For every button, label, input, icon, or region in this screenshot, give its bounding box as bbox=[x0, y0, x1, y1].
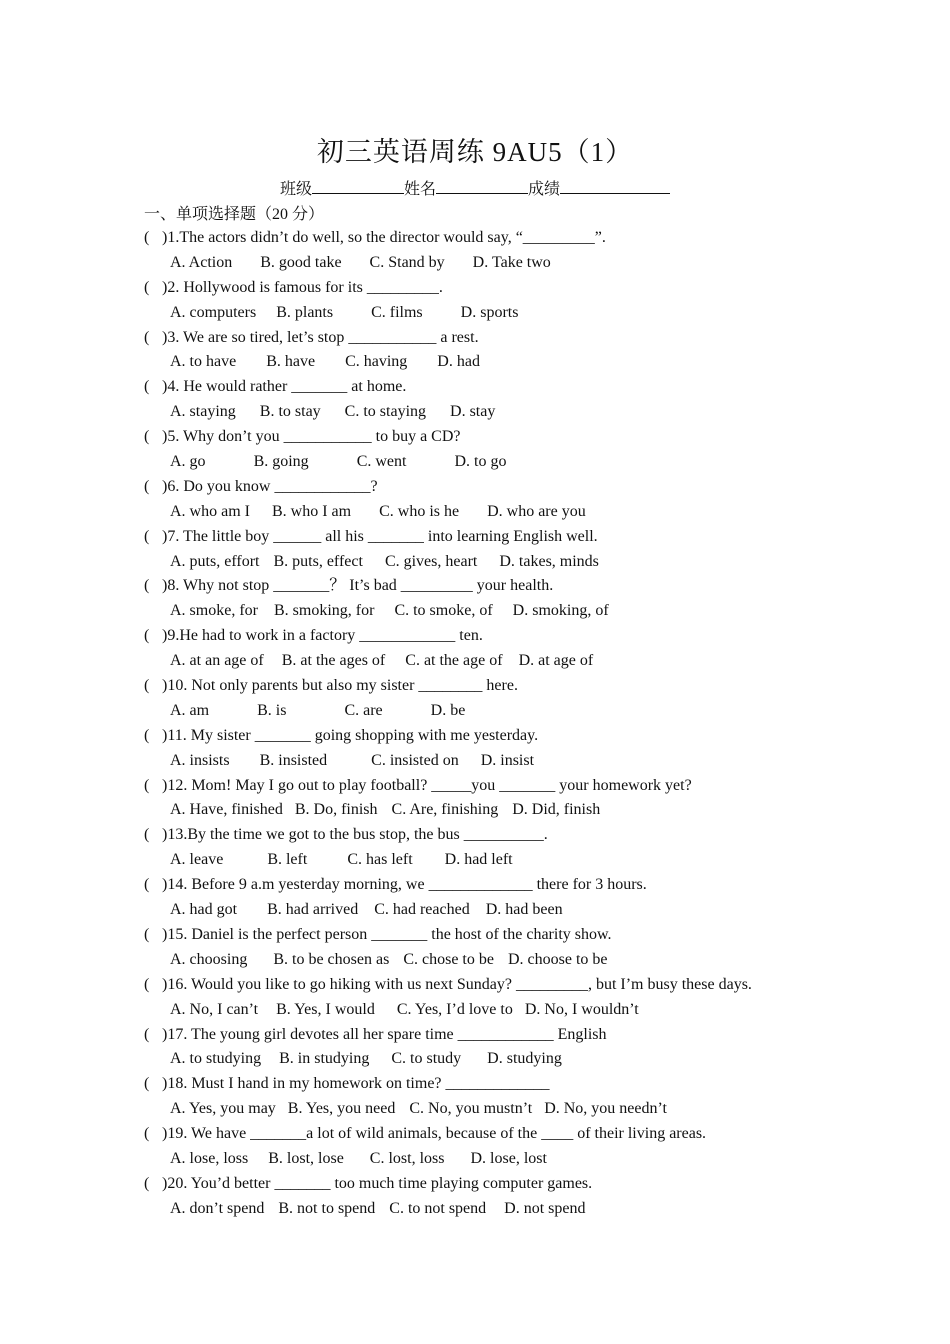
option-a: A. computers bbox=[170, 303, 257, 321]
question-18 bbox=[144, 1072, 844, 1097]
option-d: D. studying bbox=[487, 1050, 562, 1068]
options-row bbox=[144, 550, 844, 575]
option-c: C. insisted on bbox=[371, 751, 459, 769]
question-20 bbox=[144, 1172, 844, 1197]
option-a: A. at an age of bbox=[170, 652, 264, 670]
option-c: C. went bbox=[356, 453, 407, 471]
class-label: 班级 bbox=[279, 181, 312, 198]
option-b: B. smoking, for bbox=[273, 602, 375, 620]
answer-paren[interactable]: ( bbox=[144, 229, 150, 246]
answer-paren[interactable]: ( bbox=[144, 328, 150, 346]
option-b: B. to stay bbox=[259, 403, 321, 421]
option-d: D. not spend bbox=[504, 1199, 586, 1217]
option-c: C. at the age of bbox=[405, 652, 503, 670]
answer-paren[interactable]: ( bbox=[144, 975, 150, 993]
option-d: D. No, I wouldn’t bbox=[524, 1000, 639, 1018]
question-list bbox=[144, 226, 844, 1222]
option-c: C. Are, finishing bbox=[391, 801, 499, 819]
option-a: A. Yes, you may bbox=[170, 1100, 276, 1118]
option-b: B. good take bbox=[260, 253, 342, 271]
option-b: B. puts, effect bbox=[273, 552, 363, 570]
answer-paren[interactable]: ( bbox=[144, 677, 150, 695]
options-row bbox=[144, 998, 844, 1023]
answer-paren[interactable]: ( bbox=[144, 627, 150, 645]
option-a: A. leave bbox=[170, 851, 224, 869]
question-text: )13.By the time we got to the bus stop, the bus __________. bbox=[162, 826, 548, 844]
option-b: B. plants bbox=[276, 303, 334, 321]
option-b: B. insisted bbox=[259, 751, 328, 769]
option-a: A. insists bbox=[170, 751, 230, 769]
option-d: D. Take two bbox=[472, 253, 551, 271]
option-a: A. puts, effort bbox=[170, 552, 260, 570]
question-text: )1.The actors didn’t do well, so the director would say, “_________”. bbox=[162, 229, 606, 246]
score-label: 成绩 bbox=[528, 181, 561, 198]
option-c: C. who is he bbox=[379, 502, 460, 520]
question-text: )3. We are so tired, let’s stop ___________ a rest. bbox=[162, 328, 479, 346]
answer-paren[interactable]: ( bbox=[144, 826, 150, 844]
option-b: B. is bbox=[257, 701, 287, 719]
options-row bbox=[144, 798, 844, 823]
option-b: B. had arrived bbox=[267, 901, 359, 919]
answer-paren[interactable]: ( bbox=[144, 527, 150, 545]
options-row bbox=[144, 1047, 844, 1072]
question-text: )5. Why don’t you ___________ to buy a CD? bbox=[162, 428, 461, 446]
option-b: B. in studying bbox=[279, 1050, 370, 1068]
name-label: 姓名 bbox=[403, 181, 436, 198]
option-c: C. Stand by bbox=[369, 253, 445, 271]
option-c: C. to smoke, of bbox=[394, 602, 493, 620]
option-a: A. Action bbox=[170, 253, 233, 271]
question-text: )2. Hollywood is famous for its _________. bbox=[162, 278, 443, 296]
answer-paren[interactable]: ( bbox=[144, 925, 150, 943]
option-c: C. having bbox=[345, 353, 408, 371]
option-d: D. insist bbox=[480, 751, 535, 769]
option-c: C. to staying bbox=[344, 403, 427, 421]
question-17 bbox=[144, 1023, 844, 1048]
class-blank bbox=[312, 179, 404, 194]
options-row bbox=[144, 500, 844, 525]
option-c: C. No, you mustn’t bbox=[409, 1100, 533, 1118]
question-text: )19. We have _______a lot of wild animals, because of the ____ of their living areas. bbox=[162, 1125, 707, 1143]
question-1 bbox=[144, 226, 844, 251]
question-text: )9.He had to work in a factory ____________ ten. bbox=[162, 627, 483, 645]
question-2 bbox=[144, 276, 844, 301]
answer-paren[interactable]: ( bbox=[144, 577, 150, 595]
option-b: B. lost, lose bbox=[268, 1149, 344, 1167]
option-b: B. Do, finish bbox=[294, 801, 378, 819]
question-text: )18. Must I hand in my homework on time? _____________ bbox=[162, 1075, 550, 1093]
question-text: )17. The young girl devotes all her spare time ____________ English bbox=[162, 1025, 607, 1043]
option-c: C. chose to be bbox=[403, 950, 494, 968]
options-row bbox=[144, 649, 844, 674]
options-row bbox=[144, 898, 844, 923]
option-c: C. are bbox=[344, 701, 383, 719]
option-b: B. Yes, I would bbox=[276, 1000, 375, 1018]
options-row bbox=[144, 400, 844, 425]
question-14 bbox=[144, 873, 844, 898]
option-a: A. don’t spend bbox=[170, 1199, 265, 1217]
answer-paren[interactable]: ( bbox=[144, 1025, 150, 1043]
question-text: )10. Not only parents but also my sister ________ here. bbox=[162, 677, 518, 695]
options-row bbox=[144, 350, 844, 375]
options-row bbox=[144, 1097, 844, 1122]
question-4 bbox=[144, 375, 844, 400]
question-text: )20. You’d better _______ too much time playing computer games. bbox=[162, 1174, 593, 1192]
option-a: A. am bbox=[170, 701, 210, 719]
question-text: )7. The little boy ______ all his _______ into learning English well. bbox=[162, 527, 598, 545]
answer-paren[interactable]: ( bbox=[144, 876, 150, 894]
option-c: C. had reached bbox=[374, 901, 470, 919]
options-row bbox=[144, 450, 844, 475]
answer-paren[interactable]: ( bbox=[144, 278, 150, 296]
option-a: A. smoke, for bbox=[170, 602, 258, 620]
options-row bbox=[144, 1197, 844, 1222]
option-d: D. lose, lost bbox=[470, 1149, 547, 1167]
options-row bbox=[144, 301, 844, 326]
option-d: D. be bbox=[430, 701, 466, 719]
answer-paren[interactable]: ( bbox=[144, 477, 150, 495]
answer-paren[interactable]: ( bbox=[144, 378, 150, 396]
question-19 bbox=[144, 1122, 844, 1147]
option-b: B. Yes, you need bbox=[287, 1100, 396, 1118]
question-8 bbox=[144, 574, 844, 599]
option-c: C. to not spend bbox=[389, 1199, 487, 1217]
option-c: C. gives, heart bbox=[384, 552, 478, 570]
score-blank bbox=[560, 179, 670, 194]
question-text: )15. Daniel is the perfect person _______ the host of the charity show. bbox=[162, 925, 612, 943]
option-c: C. has left bbox=[347, 851, 413, 869]
option-c: C. to study bbox=[391, 1050, 462, 1068]
options-row bbox=[144, 948, 844, 973]
option-d: D. had bbox=[437, 353, 480, 371]
answer-paren[interactable]: ( bbox=[144, 428, 150, 446]
option-d: D. stay bbox=[450, 403, 496, 421]
option-b: B. to be chosen as bbox=[273, 950, 390, 968]
option-a: A. staying bbox=[170, 403, 236, 421]
option-d: D. who are you bbox=[487, 502, 586, 520]
option-d: D. sports bbox=[460, 303, 519, 321]
option-d: D. to go bbox=[454, 453, 507, 471]
answer-paren[interactable]: ( bbox=[144, 776, 150, 794]
option-a: A. to have bbox=[170, 353, 237, 371]
options-row bbox=[144, 749, 844, 774]
question-10 bbox=[144, 674, 844, 699]
options-row bbox=[144, 599, 844, 624]
option-b: B. at the ages of bbox=[281, 652, 386, 670]
options-row bbox=[144, 251, 844, 276]
option-d: D. No, you needn’t bbox=[544, 1100, 667, 1118]
option-d: D. smoking, of bbox=[512, 602, 609, 620]
question-11 bbox=[144, 724, 844, 749]
question-7 bbox=[144, 525, 844, 550]
option-d: D. takes, minds bbox=[499, 552, 599, 570]
option-d: D. had left bbox=[444, 851, 513, 869]
option-d: D. had been bbox=[485, 901, 563, 919]
options-row bbox=[144, 848, 844, 873]
option-b: B. have bbox=[266, 353, 316, 371]
question-5 bbox=[144, 425, 844, 450]
options-row bbox=[144, 699, 844, 724]
option-b: B. going bbox=[253, 453, 309, 471]
option-a: A. had got bbox=[170, 901, 238, 919]
question-text: )16. Would you like to go hiking with us next Sunday? _________, but I’m busy these days. bbox=[162, 975, 752, 993]
page-title: 初三英语周练 9AU5（1） bbox=[316, 137, 634, 167]
option-a: A. go bbox=[170, 453, 206, 471]
option-a: A. lose, loss bbox=[170, 1149, 249, 1167]
option-c: C. films bbox=[371, 303, 423, 321]
option-b: B. not to spend bbox=[278, 1199, 376, 1217]
option-a: A. Have, finished bbox=[170, 801, 283, 819]
question-text: )4. He would rather _______ at home. bbox=[162, 378, 407, 396]
question-text: )8. Why not stop _______？ It’s bad _________ your health. bbox=[162, 577, 554, 595]
option-d: D. Did, finish bbox=[512, 801, 601, 819]
option-a: A. choosing bbox=[170, 950, 248, 968]
option-c: C. Yes, I’d love to bbox=[396, 1000, 513, 1018]
student-info-line bbox=[0, 176, 950, 199]
answer-paren[interactable]: ( bbox=[144, 726, 150, 744]
option-a: A. No, I can’t bbox=[170, 1000, 259, 1018]
name-blank bbox=[436, 179, 528, 194]
question-text: )12. Mom! May I go out to play football? _____you _______ your homework yet? bbox=[162, 776, 692, 794]
option-b: B. left bbox=[267, 851, 308, 869]
section-title: 一、单项选择题（20 分） bbox=[144, 206, 325, 223]
question-text: )14. Before 9 a.m yesterday morning, we _____________ there for 3 hours. bbox=[162, 876, 647, 894]
question-text: )6. Do you know ____________? bbox=[162, 477, 378, 495]
option-b: B. who I am bbox=[271, 502, 352, 520]
question-13 bbox=[144, 823, 844, 848]
answer-paren[interactable]: ( bbox=[144, 1075, 150, 1093]
options-row bbox=[144, 1147, 844, 1172]
question-15 bbox=[144, 923, 844, 948]
question-12 bbox=[144, 774, 844, 799]
question-3 bbox=[144, 326, 844, 351]
answer-paren[interactable]: ( bbox=[144, 1125, 150, 1143]
option-a: A. who am I bbox=[170, 502, 250, 520]
option-d: D. at age of bbox=[518, 652, 594, 670]
question-9 bbox=[144, 624, 844, 649]
question-16 bbox=[144, 973, 844, 998]
question-text: )11. My sister _______ going shopping with me yesterday. bbox=[162, 726, 539, 744]
option-d: D. choose to be bbox=[507, 950, 608, 968]
option-c: C. lost, loss bbox=[369, 1149, 445, 1167]
option-a: A. to studying bbox=[170, 1050, 262, 1068]
answer-paren[interactable]: ( bbox=[144, 1174, 150, 1192]
question-6 bbox=[144, 475, 844, 500]
